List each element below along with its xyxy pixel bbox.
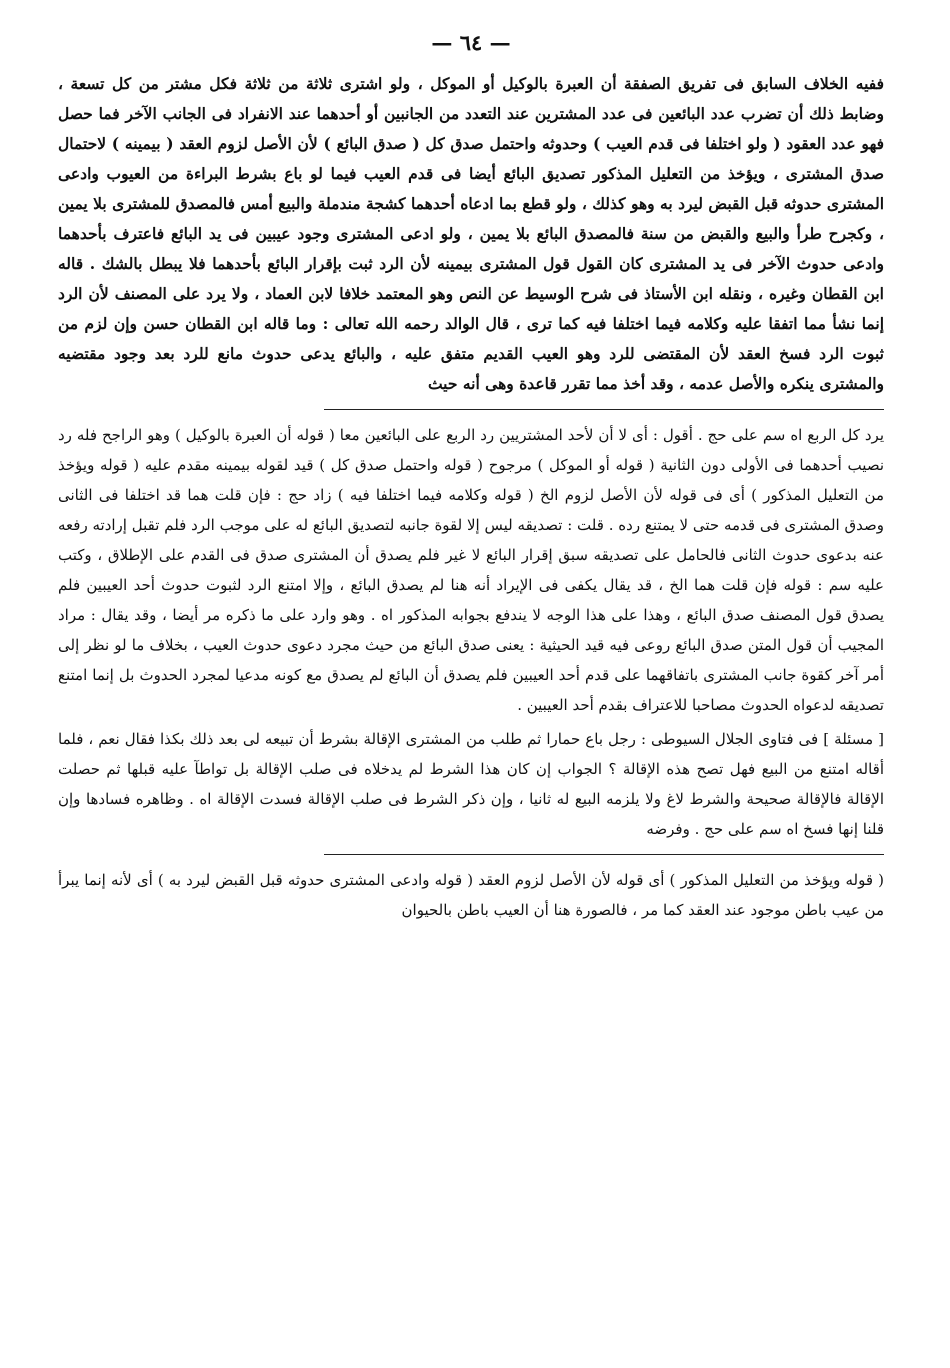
commentary-paragraph-1: يرد كل الربع اه سم على حج . أقول : أى لا أن لأحد المشتريين رد الربع على البائعين معا ( قوله أن العبرة بالوكيل ) وهو الراجح فله رد نصيب أحدهما فى الأولى دون الثانية ( قوله أو الموكل ) مرجوح ( قوله واحتمل صدق كل ) قيد لقوله بيمينه مقدم عليه ( قوله ويؤخذ من التعليل المذكور ) أى فى قوله لأن الأصل لزوم الخ ( قوله وكلامه فيما اختلفا فيه ) زاد حج : فإن قلت هما قد اختلفا فى الثانى وصدق المشترى فى قدمه حتى لا يمتنع رده . قلت : تصديقه ليس إلا لقوة جانبه لتصديق البائع له على موجب الرد فلم تقبل إرادته رفعه عنه بدعوى حدوث الثانى فالحامل على تصديقه سبق إقرار البائع لا غير فلم يصدق أن المشترى صدق فى القدم على الإطلاق ، وكتب عليه سم : قوله فإن قلت هما الخ ، قد يقال يكفى فى الإيراد أنه هنا لم يصدق البائع ، وإلا امتنع الرد لثبوت حدوث أحد العيبين فلم يصدق قول المصنف صدق البائع ، وهذا على هذا الوجه لا يندفع بجوابه المذكور اه . وهو وارد على ما ذكره مر أيضا ، وقد يقال : مراد المجيب أن قول المتن صدق البائع روعى فيه قيد الحيثية : يعنى صدق البائع من حيث مجرد دعوى حدوث العيب ، بخلاف ما لو نظر إلى أمر آخر كقوة جانب المشترى باتفاقهما على قدم أحد العيبين فلم يصدق أن البائع لم يصدق مع كونه مدعيا لمجرد الحدوث بل إنما امتنع تصديقه لدعواه الحدوث مصاحبا للاعتراف بقدم أحد العيبين . <box>58 426 884 714</box>
commentary-block <box>58 420 884 844</box>
commentary-paragraph-2: ( قوله ويؤخذ من التعليل المذكور ) أى قوله لأن الأصل لزوم العقد ( قوله وادعى المشترى حدوثه قبل القبض ليرد به ) أى لأنه إنما يبرأ من عيب باطن موجود عند العقد كما مر ، فالصورة هنا أن العيب باطن بالحيوان <box>58 871 884 919</box>
commentary-masala: [ مسئلة ] فى فتاوى الجلال السيوطى : رجل باع حمارا ثم طلب من المشترى الإقالة بشرط أن تبيعه لى بعد ذلك بكذا فقال نعم ، فلما أقاله امتنع من البيع فهل تصح هذه الإقالة ؟ الجواب إن كان هذا الشرط لم يدخلاه فى صلب الإقالة بل تواطآ عليه قبلها ثم حصلت الإقالة فالإقالة صحيحة والشرط لاغ ولا يلزمه البيع له ثانيا ، وإن ذكر الشرط فى صلب الإقالة فسدت الإقالة اه . وظاهره فسادها وإن قلنا إنها فسخ اه سم على حج . وفرضه <box>58 730 884 838</box>
page-number: — ٦٤ — <box>431 30 511 55</box>
footnote-separator-2 <box>324 854 884 855</box>
second-commentary-block <box>58 865 884 925</box>
main-text-paragraph: ففيه الخلاف السابق فى تفريق الصفقة أن العبرة بالوكيل أو الموكل ، ولو اشترى ثلاثة من ثلاثة فكل مشتر من كل تسعة ، وضابط ذلك أن تضرب عدد البائعين فى عدد المشترين عند التعدد من الجانبين أو أحدهما عند الانفراد فى الجانب الآخر فما حصل فهو عدد العقود ( ولو اختلفا فى قدم العيب ) وحدوثه واحتمل صدق كل ( صدق البائع ) لأن الأصل لزوم العقد ( بيمينه ) لاحتمال صدق المشترى ، ويؤخذ من التعليل المذكور تصديق البائع أيضا فى قدم العيب فيما لو باع بشرط البراءة من العيوب وادعى المشترى حدوثه قبل القبض ليرد به وهو كذلك ، ولو قطع بما ادعاه أحدهما كشجة مندملة والبيع أمس فالمصدق للمشترى بلا يمين ، وكجرح طرأ والبيع والقبض من سنة فالمصدق البائع بلا يمين ، ولو ادعى المشترى وجود عيبين فى يد البائع فاعترف بأحدهما وادعى حدوث الآخر فى يد المشترى كان القول قول المشترى بيمينه لأن الرد ثبت بإقرار البائع بأحدهما فلا يبطل بالشك . قاله ابن القطان وغيره ، ونقله ابن الأستاذ فى شرح الوسيط عن النص وهو المعتمد خلافا لابن العماد ، ولا يرد على المصنف لأن الرد إنما نشأ مما اتفقا عليه وكلامه فيما اختلفا فيه كما ترى ، قال الوالد رحمه الله تعالى : وما قاله ابن القطان حسن وإن لزم من ثبوت الرد فسخ العقد لأن المقتضى للرد وهو العيب القديم متفق عليه ، والبائع يدعى حدوث مانع للرد بعد وجود مقتضيه والمشترى ينكره والأصل عدمه ، وقد أخذ مما تقرر قاعدة وهى أنه حيث <box>58 74 884 393</box>
footnote-separator <box>324 409 884 410</box>
book-page <box>58 30 884 1340</box>
main-text-block <box>58 69 884 399</box>
